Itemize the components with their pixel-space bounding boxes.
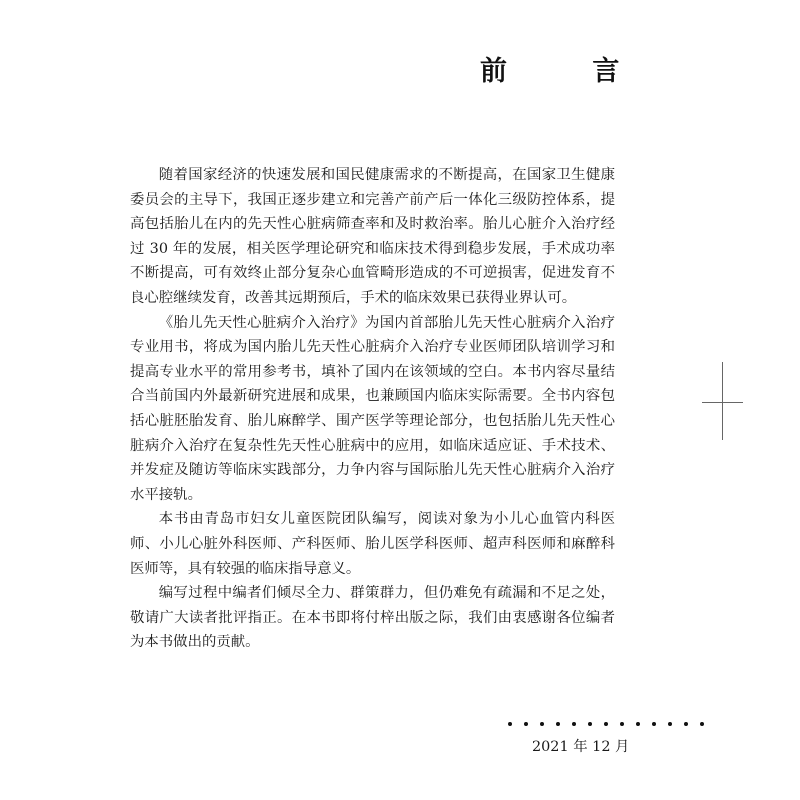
paragraph-3: 本书由青岛市妇女儿童医院团队编写，阅读对象为小儿心血管内科医师、小儿心脏外科医师、产科医师、胎儿医学科医师、超声科医师和麻醉科医师等，具有较强的临床指导意义。 [130, 511, 615, 577]
paragraph-4: 编写过程中编者们倾尽全力、群策群力，但仍难免有疏漏和不足之处，敬请广大读者批评指正。在本书即将付梓出版之际，我们由衷感谢各位编者为本书做出的贡献。 [130, 585, 615, 651]
preface-body [130, 163, 615, 655]
page-title: 前 言 [480, 56, 658, 87]
paragraph-2: 《胎儿先天性心脏病介入治疗》为国内首部胎儿先天性心脏病介入治疗专业用书，将成为国内胎儿先天性心脏病介入治疗专业医师团队培训学习和提高专业水平的常用参考书，填补了国内在该领域的空白。本书内容尽量结合当前国内外最新研究进展和成果，也兼顾国内临床实际需要。全书内容包括心脏胚胎发育、胎儿麻醉学、围产医学等理论部分，也包括胎儿先天性心脏病介入治疗在复杂性先天性心脏病中的应用，如临床适应证、手术技术、并发症及随访等临床实践部分，力争内容与国际胎儿先天性心脏病介入治疗水平接轨。 [130, 314, 615, 503]
crop-mark-vertical [722, 362, 723, 440]
dotted-separator [508, 714, 718, 734]
preface-date: 2021 年 12 月 [532, 739, 630, 755]
paragraph-1: 随着国家经济的快速发展和国民健康需求的不断提高，在国家卫生健康委员会的主导下，我国正逐步建立和完善产前产后一体化三级防控体系，提高包括胎儿在内的先天性心脏病筛查率和及时救治率。胎儿心脏介入治疗经过 30 年的发展，相关医学理论研究和临床技术得到稳步发展，手术成功率不断提高，可有效终止部分复杂心血管畸形造成的不可逆损害，促进发育不良心腔继续发育，改善其远期预后，手术的临床效果已获得业界认可。 [130, 167, 615, 306]
